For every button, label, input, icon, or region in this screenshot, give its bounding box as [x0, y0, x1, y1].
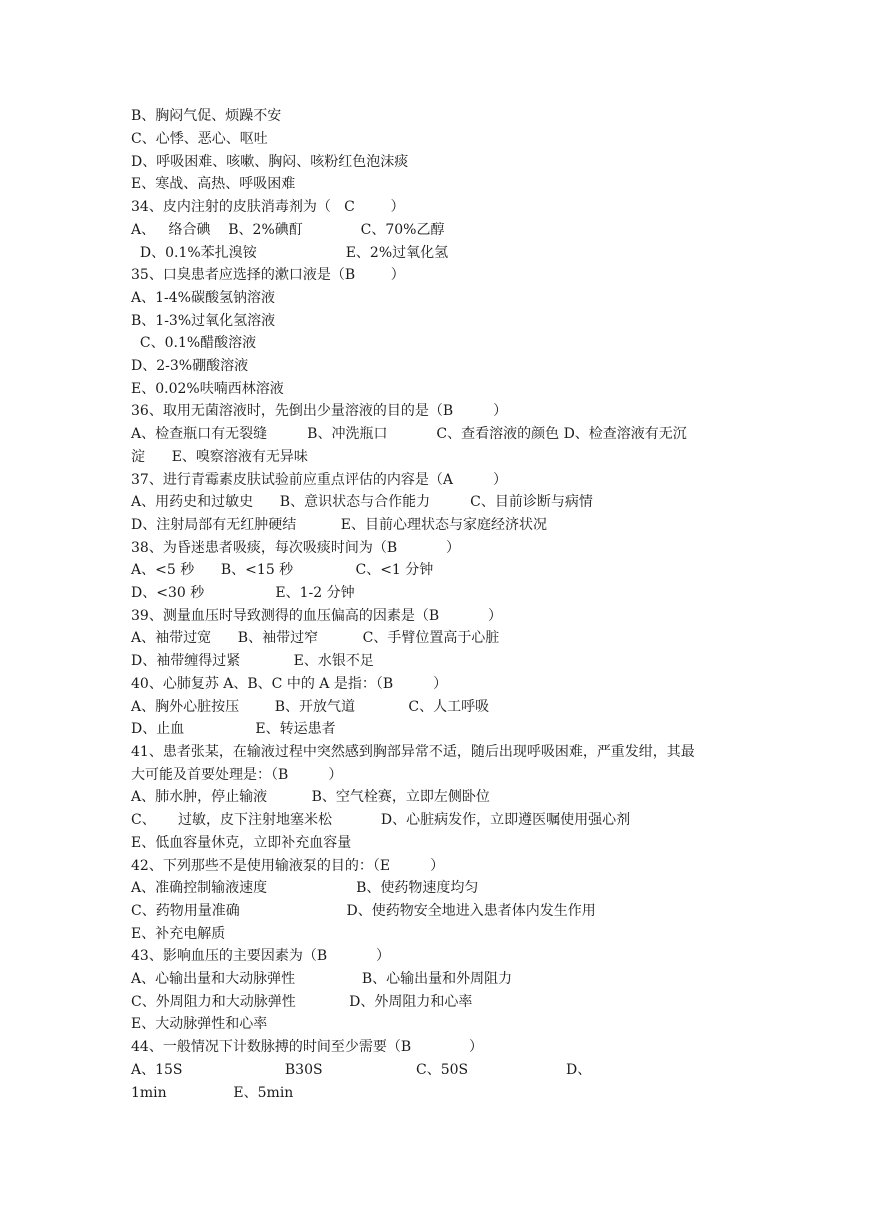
text-line: E、寒战、高热、呼吸困难	[131, 176, 296, 192]
text-line: C、 过敏，皮下注射地塞米松 D、心脏病发作，立即遵医嘱使用强心剂	[131, 812, 631, 828]
text-line: 35、口臭患者应选择的漱口液是（B ）	[131, 267, 405, 283]
text-line: E、0.02%呋喃西林溶液	[131, 381, 284, 397]
text-line: B、1-3%过氧化氢溶液	[131, 313, 276, 329]
text-line: 34、皮内注射的皮肤消毒剂为（ C ）	[131, 199, 405, 215]
text-line: A、<5 秒 B、<15 秒 C、<1 分钟	[131, 562, 434, 578]
text-line: D、2-3%硼酸溶液	[131, 358, 249, 374]
text-line: 淀 E、嗅察溶液有无异味	[131, 449, 308, 465]
text-line: 37、进行青霉素皮肤试验前应重点评估的内容是（A ）	[131, 472, 507, 488]
text-line: D、止血 E、转运患者	[131, 721, 336, 737]
text-line: 39、测量血压时导致测得的血压偏高的因素是（B ）	[131, 608, 503, 624]
text-line: 42、下列那些不是使用输液泵的目的：（E ）	[131, 858, 445, 874]
text-line: A、用药史和过敏史 B、意识状态与合作能力 C、目前诊断与病情	[131, 494, 593, 510]
text-line: 36、取用无菌溶液时，先倒出少量溶液的目的是（B ）	[131, 403, 508, 419]
text-line: C、心悸、恶心、呕吐	[131, 131, 268, 147]
text-line: A、袖带过宽 B、袖带过窄 C、手臂位置高于心脏	[131, 630, 500, 646]
text-line: 1min E、5min	[131, 1085, 294, 1101]
text-line: D、袖带缠得过紧 E、水银不足	[131, 653, 374, 669]
text-line: A、准确控制输液速度 B、使药物速度均匀	[131, 880, 479, 896]
text-line: E、补充电解质	[131, 926, 226, 942]
text-line: A、1-4%碳酸氢钠溶液	[131, 290, 275, 306]
text-line: C、外周阻力和大动脉弹性 D、外周阻力和心率	[131, 994, 473, 1010]
text-line: B、胸闷气促、烦躁不安	[131, 108, 282, 124]
text-line: 44、一般情况下计数脉搏的时间至少需要（B ）	[131, 1039, 483, 1055]
text-line: A、检查瓶口有无裂缝 B、冲洗瓶口 C、查看溶液的颜色 D、检查溶液有无沉	[131, 426, 687, 442]
text-line: D、<30 秒 E、1-2 分钟	[131, 585, 355, 601]
text-line: A、心输出量和大动脉弹性 B、心输出量和外周阻力	[131, 971, 513, 987]
text-line: D、注射局部有无红肿硬结 E、目前心理状态与家庭经济状况	[131, 517, 547, 533]
text-line: A、胸外心脏按压 B、开放气道 C、人工呼吸	[131, 699, 490, 715]
text-line: A、 络合碘 B、2%碘酊 C、70%乙醇	[131, 222, 445, 238]
text-line: D、呼吸困难、咳嗽、胸闷、咳粉红色泡沫痰	[131, 154, 409, 170]
text-line: 43、影响血压的主要因素为（B ）	[131, 948, 391, 964]
text-line: 大可能及首要处理是：（B ）	[131, 767, 343, 783]
text-line: A、15S B30S C、50S D、	[131, 1062, 592, 1078]
text-line: C、药物用量准确 D、使药物安全地进入患者体内发生作用	[131, 903, 596, 919]
text-line: A、肺水肿，停止输液 B、空气栓赛，立即左侧卧位	[131, 789, 490, 805]
text-line: C、0.1%醋酸溶液	[131, 335, 257, 351]
text-line: E、低血容量休克，立即补充血容量	[131, 835, 352, 851]
text-line: D、0.1%苯扎溴铵 E、2%过氧化氢	[131, 245, 449, 261]
text-line: 38、为昏迷患者吸痰，每次吸痰时间为（B ）	[131, 540, 461, 556]
text-line: 40、心肺复苏 A、B、C 中的 A 是指：（B ）	[131, 676, 448, 692]
text-line: E、大动脉弹性和心率	[131, 1016, 268, 1032]
text-line: 41、患者张某，在输液过程中突然感到胸部异常不适，随后出现呼吸困难，严重发绀，其最	[131, 744, 695, 760]
